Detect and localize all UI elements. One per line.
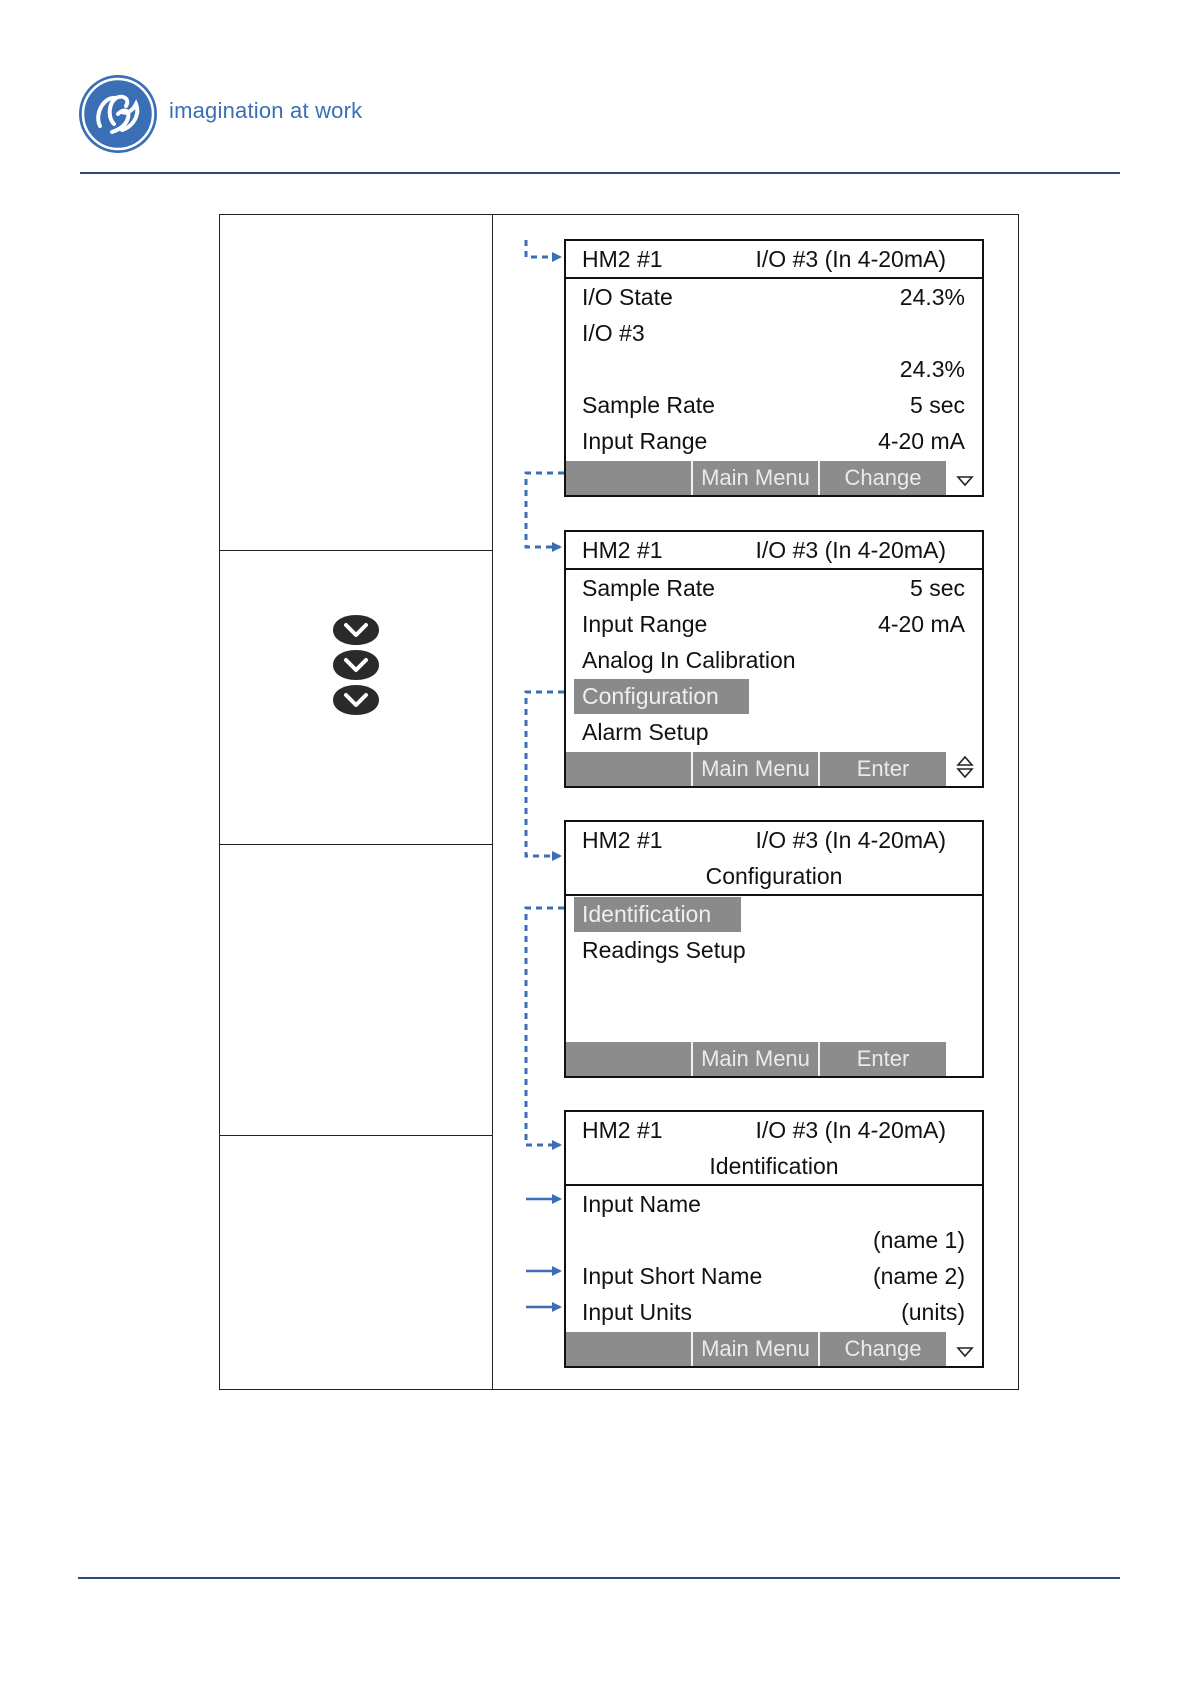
screen-io-label: I/O #3 (In 4-20mA) (755, 1117, 946, 1143)
softkey-1[interactable] (566, 752, 693, 786)
screen-header (566, 1112, 982, 1184)
instruction-column (220, 215, 493, 1389)
screen-header (566, 241, 982, 277)
menu-line-selected: Identification (566, 896, 982, 932)
scroll-up-down-icon (954, 752, 976, 782)
lcd-screen-io-menu (564, 530, 984, 788)
screen-io-label: I/O #3 (In 4-20mA) (755, 827, 946, 853)
menu-line: I/O State 24.3% (582, 284, 965, 310)
menu-line: 24.3% (899, 356, 965, 382)
softkey-bar (566, 461, 946, 495)
scroll-down-icon (954, 461, 976, 491)
ge-logo-icon (78, 74, 158, 154)
down-key-group (329, 613, 383, 718)
screen-subtitle: Configuration (705, 863, 843, 889)
softkey-main-menu[interactable]: Main Menu (693, 1042, 820, 1076)
screen-device: HM2 #1 (582, 1117, 663, 1143)
menu-line: Sample Rate 5 sec (582, 392, 965, 418)
instruction-cell-3 (220, 845, 492, 1136)
softkey-enter[interactable]: Enter (856, 756, 910, 781)
softkey-change[interactable]: Change (844, 465, 922, 490)
header-rule (80, 172, 1120, 174)
menu-line: Input Units (units) (582, 1299, 965, 1325)
scroll-down-icon (954, 1332, 976, 1362)
menu-line: Input Range 4-20 mA (582, 428, 965, 454)
lcd-screen-configuration (564, 820, 984, 1078)
screen-device: HM2 #1 (582, 537, 663, 563)
softkey-1[interactable] (566, 1332, 693, 1366)
screen-header (566, 822, 982, 894)
softkey-1[interactable] (566, 461, 693, 495)
instruction-cell-2 (220, 551, 492, 845)
softkey-enter[interactable]: Enter (856, 1046, 910, 1071)
menu-line: I/O #3 (582, 320, 645, 346)
screen-device: HM2 #1 (582, 246, 663, 272)
softkey-main-menu[interactable]: Main Menu (693, 752, 820, 786)
softkey-bar (566, 1332, 946, 1366)
down-arrow-key-icon (329, 648, 383, 682)
down-arrow-key-icon (329, 683, 383, 717)
screen-io-label: I/O #3 (In 4-20mA) (755, 537, 946, 563)
footer-rule (78, 1577, 1120, 1579)
menu-line: Input Range 4-20 mA (582, 611, 965, 637)
softkey-bar (566, 1042, 946, 1076)
brand-tagline: imagination at work (169, 98, 363, 123)
menu-line: Input Name (582, 1191, 701, 1217)
softkey-change[interactable]: Change (844, 1336, 922, 1361)
down-arrow-key-icon (329, 613, 383, 647)
softkey-main-menu[interactable]: Main Menu (693, 1332, 820, 1366)
screen-io-label: I/O #3 (In 4-20mA) (755, 246, 946, 272)
screen-device: HM2 #1 (582, 827, 663, 853)
menu-line-selected: Configuration (566, 678, 982, 714)
menu-line: Sample Rate 5 sec (582, 575, 965, 601)
menu-line: Readings Setup (582, 937, 746, 963)
softkey-bar (566, 752, 946, 786)
softkey-1[interactable] (566, 1042, 693, 1076)
menu-line: Input Short Name (name 2) (582, 1263, 965, 1289)
softkey-main-menu[interactable]: Main Menu (693, 461, 820, 495)
instruction-cell-4 (220, 1136, 492, 1389)
lcd-screen-identification (564, 1110, 984, 1368)
menu-line: Alarm Setup (582, 719, 709, 745)
instruction-cell-1 (220, 215, 492, 551)
menu-line: Analog In Calibration (582, 647, 796, 673)
screen-header (566, 532, 982, 568)
lcd-screen-io-state (564, 239, 984, 497)
menu-line: (name 1) (872, 1227, 965, 1253)
screen-subtitle: Identification (709, 1153, 839, 1179)
